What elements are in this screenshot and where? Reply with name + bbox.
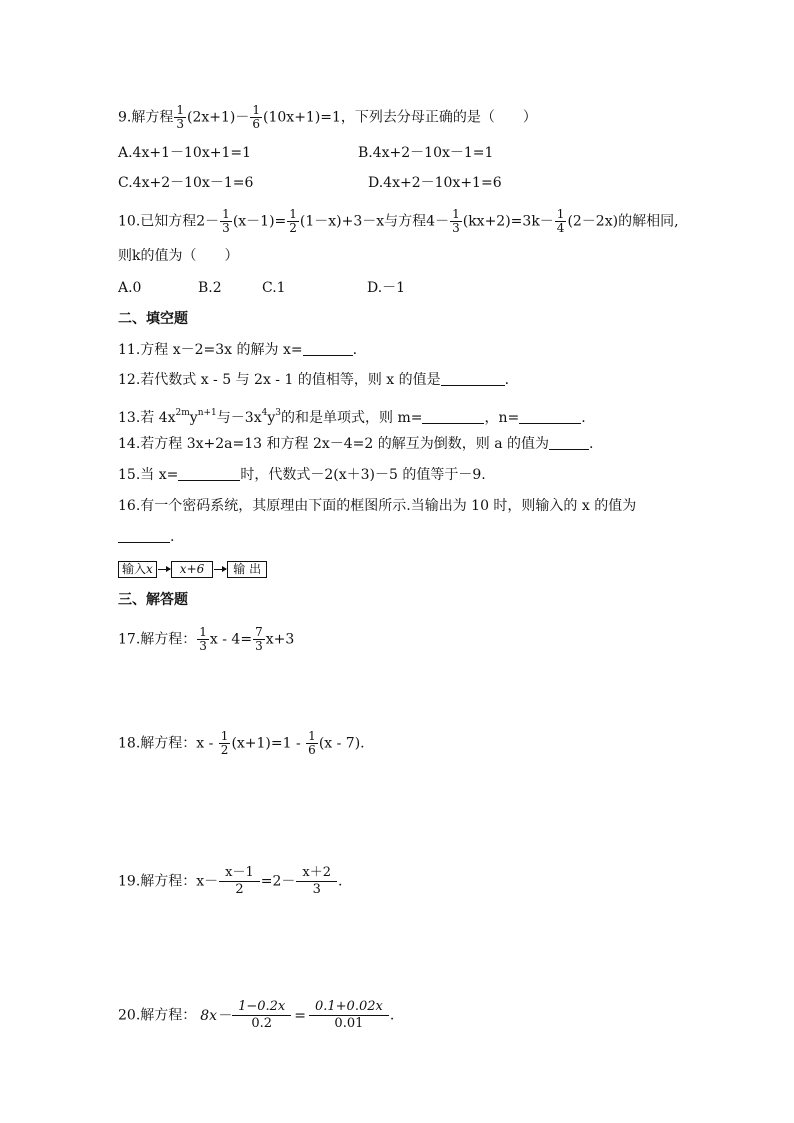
flow-box-input-var: x: [146, 562, 153, 576]
flow-box-process: x+6: [171, 561, 213, 578]
q11-text: 11.方程 x－2=3x 的解为 x=: [118, 342, 303, 358]
q12-end: .: [504, 372, 510, 388]
fraction: [250, 104, 262, 131]
answer-blank-n[interactable]: [519, 409, 581, 424]
frac-den: 2: [235, 882, 244, 897]
q15-a: 15.当 x=: [118, 467, 179, 483]
q9-option-d: D.4x+2－10x+1=6: [368, 175, 502, 191]
q10-part4: (2－2x)的解相同,: [567, 213, 679, 230]
fraction: [287, 208, 299, 235]
frac-den: 6: [252, 117, 261, 131]
q10-line2: 则k的值为（ ）: [118, 248, 239, 264]
question-17: [118, 626, 294, 653]
section-solve-title: 三、解答题: [118, 592, 188, 608]
flow-box-output: 输 出: [227, 561, 267, 578]
frac-den: 2: [220, 743, 229, 757]
fraction: [174, 104, 186, 131]
question-19: [118, 865, 342, 898]
answer-blank[interactable]: [303, 341, 353, 356]
q20-end: .: [389, 1007, 395, 1024]
question-11: [118, 340, 357, 360]
question-10: [118, 208, 679, 235]
answer-blank[interactable]: [178, 466, 240, 481]
question-20: [118, 999, 394, 1032]
frac-den: 3: [176, 117, 184, 131]
q10-option-b: B.2: [198, 280, 222, 296]
question-9: [118, 104, 537, 131]
arrow-right-icon: [214, 569, 226, 570]
frac-num: 1−0.2x: [232, 999, 291, 1016]
q10-option-d: D.－1: [367, 280, 406, 296]
frac-num: 1: [289, 207, 297, 221]
frac-den: 4: [556, 221, 565, 235]
q20-prefix: 20.解方程：: [118, 1007, 197, 1024]
q15-b: 时，代数式－2(x＋3)－5 的值等于－9.: [240, 467, 486, 483]
exponent: 3: [275, 408, 281, 418]
q19-end: .: [338, 873, 343, 890]
q10-prefix: 10.已知方程2－: [118, 213, 220, 230]
q10-option-a: A.0: [118, 280, 142, 296]
question-16: 16.有一个密码系统，其原理由下面的框图所示.当输出为 10 时，则输入的 x 的值为: [118, 498, 637, 514]
frac-den: 3: [452, 221, 460, 235]
frac-num: 1: [452, 207, 460, 221]
frac-num: 1: [308, 729, 316, 743]
flow-box-input-label: 输入: [122, 562, 147, 576]
frac-den: 3: [199, 639, 207, 653]
answer-blank[interactable]: [549, 435, 589, 450]
q14-end: .: [589, 436, 594, 452]
exponent: n+1: [197, 408, 217, 418]
exponent: 2m: [175, 408, 190, 418]
exponent: 4: [261, 408, 268, 418]
q9-option-c: C.4x+2－10x－1=6: [118, 175, 254, 191]
fraction: [232, 999, 291, 1032]
q13-e: 的和是单项式，则 m=: [281, 410, 423, 426]
q18-mid: (x+1)=1 -: [231, 735, 306, 752]
question-13: [118, 403, 586, 428]
q13-a: 13.若 4x: [118, 410, 176, 426]
q13-f: ，n=: [484, 410, 520, 426]
q9-option-a: A.4x+1－10x+1=1: [118, 145, 251, 161]
fraction: [253, 626, 265, 653]
q9-mid2: (10x+1)=1，下列去分母正确的是（ ）: [263, 109, 537, 126]
q9-mid1: (2x+1)－: [187, 109, 250, 126]
fraction: [450, 208, 462, 235]
q13-b: y: [189, 410, 198, 426]
q16-answer-line: [118, 527, 174, 547]
question-18: [118, 730, 365, 757]
q10-part2: (1－x)+3－x与方程4－: [299, 213, 450, 230]
fraction: [219, 730, 231, 757]
question-15: [118, 465, 486, 485]
frac-den: 3: [222, 221, 230, 235]
fraction: [220, 208, 232, 235]
q10-part3: (kx+2)=3k－: [462, 213, 554, 230]
q13-c: 与－3x: [216, 410, 262, 426]
q19-mid: =2－: [260, 873, 296, 890]
q10-part1: (x－1)=: [232, 213, 287, 230]
answer-blank-m[interactable]: [422, 409, 484, 424]
q19-prefix: 19.解方程：x－: [118, 873, 219, 890]
frac-den: 3: [312, 882, 321, 897]
frac-num: 1: [199, 625, 207, 639]
frac-num: 1: [556, 207, 565, 221]
frac-num: 0.1+0.02x: [309, 999, 389, 1016]
q17-end: x+3: [265, 631, 295, 648]
fraction: [197, 626, 209, 653]
fraction: [306, 730, 318, 757]
fraction: [219, 865, 260, 898]
q17-mid: x - 4=: [209, 631, 253, 648]
arrow-right-icon: [158, 569, 170, 570]
frac-den: 0.01: [334, 1016, 364, 1031]
q16-end: .: [170, 529, 175, 545]
frac-num: 1: [176, 103, 184, 117]
frac-num: x－1: [219, 865, 260, 882]
frac-den: 0.2: [251, 1016, 272, 1031]
q9-option-b: B.4x+2－10x－1=1: [358, 145, 494, 161]
question-14: [118, 434, 593, 454]
frac-den: 2: [289, 221, 297, 235]
fraction: [309, 999, 389, 1032]
answer-blank[interactable]: [118, 528, 170, 543]
fraction: [555, 208, 567, 235]
frac-num: 1: [222, 207, 230, 221]
q18-end: (x - 7).: [318, 735, 365, 752]
frac-den: 3: [255, 639, 263, 653]
q20-lead: 8x－: [200, 1007, 232, 1024]
q13-d: y: [267, 410, 276, 426]
q20-mid: =: [294, 1007, 306, 1024]
q13-end: .: [581, 410, 586, 426]
fraction: [296, 865, 337, 898]
question-12: [118, 370, 509, 390]
q12-text: 12.若代数式 x - 5 与 2x - 1 的值相等，则 x 的值是: [118, 372, 441, 388]
frac-num: x＋2: [296, 865, 337, 882]
flow-box-input: [118, 561, 157, 578]
frac-num: 1: [252, 103, 261, 117]
q14-text: 14.若方程 3x+2a=13 和方程 2x－4=2 的解互为倒数，则 a 的值为: [118, 436, 549, 452]
q11-end: .: [352, 342, 358, 358]
answer-blank[interactable]: [441, 371, 505, 386]
frac-num: 1: [220, 729, 229, 743]
q18-prefix: 18.解方程：x -: [118, 735, 218, 752]
frac-den: 6: [308, 743, 316, 757]
section-fill-in-title: 二、填空题: [118, 311, 188, 327]
q17-prefix: 17.解方程：: [118, 631, 197, 648]
flow-diagram: [118, 561, 267, 578]
q9-prefix: 9.解方程: [118, 109, 174, 126]
q10-option-c: C.1: [262, 280, 286, 296]
frac-num: 7: [255, 625, 263, 639]
